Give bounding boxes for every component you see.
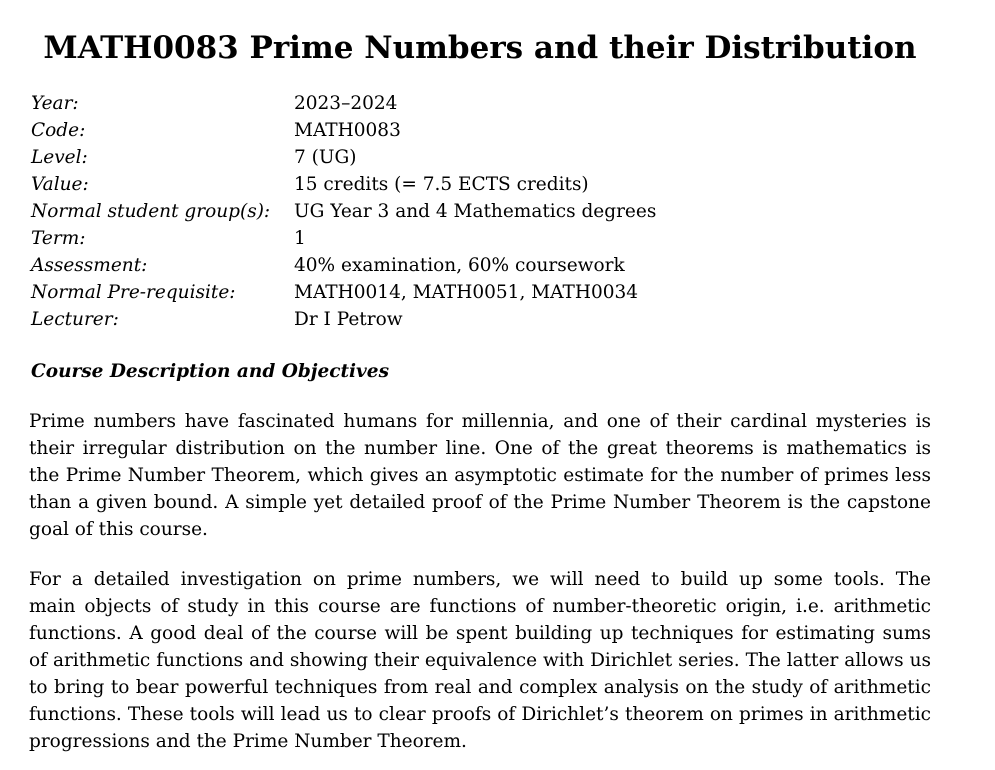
paragraph-line: than a given bound. A simple yet detailed proof of the Prime Number Theorem is the capstone	[29, 492, 931, 513]
paragraph-2	[29, 566, 931, 755]
info-value: 15 credits (= 7.5 ECTS credits)	[294, 174, 589, 195]
paragraph-line: functions. These tools will lead us to clear proofs of Dirichlet’s theorem on primes in arithmetic	[29, 704, 931, 725]
paragraph-1	[29, 408, 931, 543]
info-label: Assessment:	[31, 255, 148, 276]
info-row-term	[31, 225, 656, 252]
info-row-level	[31, 144, 656, 171]
info-row-year	[31, 90, 656, 117]
module-info-table	[31, 90, 656, 333]
info-label: Code:	[31, 120, 86, 141]
info-row-code	[31, 117, 656, 144]
section-heading: Course Description and Objectives	[31, 361, 389, 382]
paragraph-line: For a detailed investigation on prime numbers, we will need to build up some tools. The	[29, 569, 931, 590]
paragraph-line: the Prime Number Theorem, which gives an asymptotic estimate for the number of primes less	[29, 465, 931, 486]
info-row-lecturer	[31, 306, 656, 333]
info-label: Level:	[31, 147, 88, 168]
info-row-prerequisite	[31, 279, 656, 306]
info-row-student-group	[31, 198, 656, 225]
info-value: Dr I Petrow	[294, 309, 403, 330]
info-label: Normal student group(s):	[31, 201, 271, 222]
info-label: Normal Pre-requisite:	[31, 282, 236, 303]
info-value: MATH0083	[294, 120, 401, 141]
info-label: Year:	[31, 93, 79, 114]
paragraph-line: their irregular distribution on the number line. One of the great theorems is mathematics is	[29, 438, 931, 459]
paragraph-line: Prime numbers have fascinated humans for millennia, and one of their cardinal mysteries is	[29, 411, 931, 432]
paragraph-line: main objects of study in this course are functions of number-theoretic origin, i.e. arithmetic	[29, 596, 931, 617]
info-value: 1	[294, 228, 306, 249]
info-label: Term:	[31, 228, 86, 249]
info-value: 40% examination, 60% coursework	[294, 255, 625, 276]
paragraph-line: progressions and the Prime Number Theorem.	[29, 731, 467, 752]
info-row-value	[31, 171, 656, 198]
paragraph-line: to bring to bear powerful techniques from real and complex analysis on the study of arithmetic	[29, 677, 931, 698]
paragraph-line: of arithmetic functions and showing their equivalence with Dirichlet series. The latter allows us	[29, 650, 931, 671]
info-row-assessment	[31, 252, 656, 279]
info-value: MATH0014, MATH0051, MATH0034	[294, 282, 639, 303]
page-title: MATH0083 Prime Numbers and their Distribution	[43, 30, 917, 66]
info-label: Value:	[31, 174, 89, 195]
info-value: 7 (UG)	[294, 147, 357, 168]
info-value: UG Year 3 and 4 Mathematics degrees	[294, 201, 657, 222]
info-value: 2023–2024	[294, 93, 398, 114]
info-label: Lecturer:	[31, 309, 119, 330]
paragraph-line: functions. A good deal of the course will be spent building up techniques for estimating sums	[29, 623, 931, 644]
paragraph-line: goal of this course.	[29, 519, 208, 540]
